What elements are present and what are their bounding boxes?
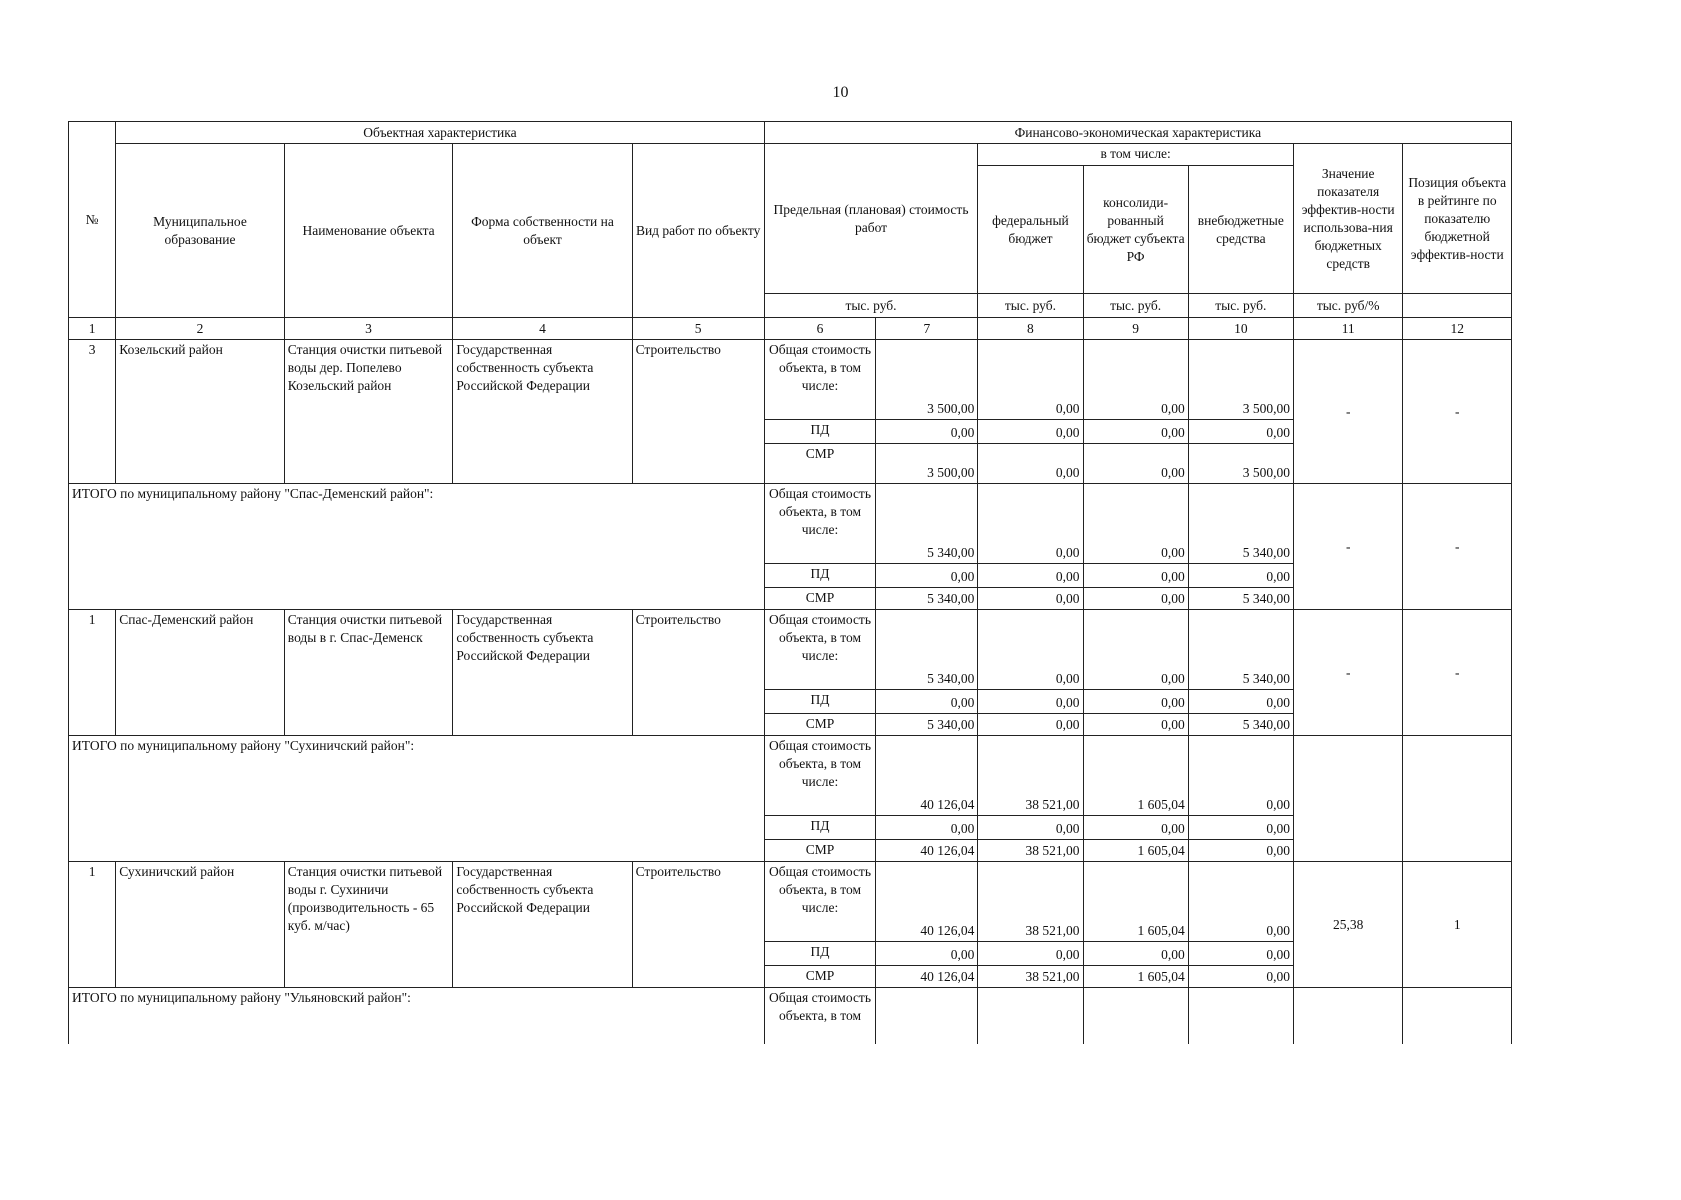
value-offbudget: 3 500,00 — [1188, 444, 1293, 484]
value-cost-total: 5 340,00 — [876, 714, 978, 736]
total-cost-label: Общая стоимость объекта, в том — [764, 988, 876, 1044]
municipality-cell: Спас-Деменский район — [116, 610, 285, 736]
object-name-cell: Станция очистки питьевой воды г. Сухиничи (производительность - 65 куб. м/час) — [284, 862, 453, 988]
unit-col-6: тыс. руб. — [764, 294, 978, 318]
ownership-cell: Государственная собственность субъекта Российской Федерации — [453, 862, 632, 988]
value-federal: 38 521,00 — [978, 966, 1083, 988]
efficiency-value — [1293, 736, 1403, 862]
unit-col-9: тыс. руб. — [1083, 294, 1188, 318]
smr-label: СМР — [764, 714, 876, 736]
value-consolidated: 0,00 — [1083, 714, 1188, 736]
value-offbudget: 0,00 — [1188, 966, 1293, 988]
work-type-cell: Строительство — [632, 340, 764, 484]
value-consolidated: 0,00 — [1083, 564, 1188, 588]
row-number: 3 — [69, 340, 116, 484]
total-cost-label: Общая стоимость объекта, в том числе: — [764, 862, 876, 942]
value-cost-total: 5 340,00 — [876, 588, 978, 610]
header-row-1 — [69, 122, 1512, 144]
value-offbudget: 0,00 — [1188, 564, 1293, 588]
total-cost-label: Общая стоимость объекта, в том числе: — [764, 736, 876, 816]
header-financial-characteristic: Финансово-экономическая характеристика — [764, 122, 1511, 144]
municipality-cell: Сухиничский район — [116, 862, 285, 988]
value-federal: 0,00 — [978, 690, 1083, 714]
header-object-name: Наименование объекта — [284, 144, 453, 318]
value-consolidated: 1 605,04 — [1083, 862, 1188, 942]
position-value: - — [1403, 484, 1512, 610]
header-work-type: Вид работ по объекту — [632, 144, 764, 318]
header-cost-limit: Предельная (плановая) стоимость работ — [764, 144, 978, 294]
empty-cell — [1293, 988, 1403, 1044]
header-including: в том числе: — [978, 144, 1294, 166]
value-consolidated: 0,00 — [1083, 444, 1188, 484]
value-consolidated: 0,00 — [1083, 690, 1188, 714]
budget-efficiency-table — [68, 121, 1512, 1044]
value-federal: 38 521,00 — [978, 862, 1083, 942]
value-offbudget: 0,00 — [1188, 942, 1293, 966]
total-row-partial — [69, 988, 1512, 1044]
total-label: ИТОГО по муниципальному району "Спас-Деменский район": — [69, 484, 765, 610]
position-value — [1403, 736, 1512, 862]
value-offbudget: 0,00 — [1188, 736, 1293, 816]
header-position: Позиция объекта в рейтинге по показателю бюджетной эффектив-ности — [1403, 144, 1512, 294]
value-consolidated: 1 605,04 — [1083, 840, 1188, 862]
col-number: 8 — [978, 318, 1083, 340]
value-consolidated: 0,00 — [1083, 610, 1188, 690]
value-federal: 0,00 — [978, 444, 1083, 484]
value-offbudget: 0,00 — [1188, 420, 1293, 444]
value-federal: 0,00 — [978, 588, 1083, 610]
col-number: 1 — [69, 318, 116, 340]
object-row — [69, 340, 1512, 420]
value-cost-total: 3 500,00 — [876, 444, 978, 484]
unit-col-11: тыс. руб/% — [1293, 294, 1403, 318]
empty-cell — [876, 988, 978, 1044]
object-name-cell: Станция очистки питьевой воды дер. Попелево Козельский район — [284, 340, 453, 484]
value-offbudget: 0,00 — [1188, 840, 1293, 862]
efficiency-value: - — [1293, 340, 1403, 484]
value-cost-total: 3 500,00 — [876, 340, 978, 420]
smr-label: СМР — [764, 840, 876, 862]
value-federal: 0,00 — [978, 942, 1083, 966]
smr-label: СМР — [764, 444, 876, 484]
pd-label: ПД — [764, 816, 876, 840]
value-consolidated: 0,00 — [1083, 588, 1188, 610]
total-cost-label: Общая стоимость объекта, в том числе: — [764, 340, 876, 420]
value-offbudget: 3 500,00 — [1188, 340, 1293, 420]
total-cost-label: Общая стоимость объекта, в том числе: — [764, 610, 876, 690]
value-cost-total: 0,00 — [876, 690, 978, 714]
empty-cell — [1188, 988, 1293, 1044]
value-federal: 0,00 — [978, 484, 1083, 564]
value-cost-total: 40 126,04 — [876, 736, 978, 816]
pd-label: ПД — [764, 564, 876, 588]
value-offbudget: 5 340,00 — [1188, 484, 1293, 564]
unit-col-10: тыс. руб. — [1188, 294, 1293, 318]
header-object-characteristic: Объектная характеристика — [116, 122, 764, 144]
row-number: 1 — [69, 862, 116, 988]
value-cost-total: 40 126,04 — [876, 840, 978, 862]
empty-cell — [1083, 988, 1188, 1044]
object-row — [69, 610, 1512, 690]
value-consolidated: 0,00 — [1083, 484, 1188, 564]
header-federal: федеральный бюджет — [978, 166, 1083, 294]
object-row — [69, 862, 1512, 942]
efficiency-value: 25,38 — [1293, 862, 1403, 988]
col-number: 11 — [1293, 318, 1403, 340]
ownership-cell: Государственная собственность субъекта Российской Федерации — [453, 610, 632, 736]
value-offbudget: 0,00 — [1188, 816, 1293, 840]
total-row — [69, 736, 1512, 816]
efficiency-value: - — [1293, 610, 1403, 736]
value-offbudget: 0,00 — [1188, 690, 1293, 714]
work-type-cell: Строительство — [632, 610, 764, 736]
ownership-cell: Государственная собственность субъекта Российской Федерации — [453, 340, 632, 484]
value-consolidated: 1 605,04 — [1083, 966, 1188, 988]
col-number: 5 — [632, 318, 764, 340]
col-number: 7 — [876, 318, 978, 340]
value-federal: 0,00 — [978, 420, 1083, 444]
value-cost-total: 0,00 — [876, 816, 978, 840]
value-cost-total: 0,00 — [876, 420, 978, 444]
value-federal: 0,00 — [978, 714, 1083, 736]
value-offbudget: 5 340,00 — [1188, 588, 1293, 610]
unit-col-12 — [1403, 294, 1512, 318]
pd-label: ПД — [764, 942, 876, 966]
value-offbudget: 5 340,00 — [1188, 610, 1293, 690]
value-cost-total: 0,00 — [876, 942, 978, 966]
col-number: 3 — [284, 318, 453, 340]
value-cost-total: 5 340,00 — [876, 610, 978, 690]
value-cost-total: 5 340,00 — [876, 484, 978, 564]
work-type-cell: Строительство — [632, 862, 764, 988]
empty-cell — [1403, 988, 1512, 1044]
row-number: 1 — [69, 610, 116, 736]
value-federal: 0,00 — [978, 340, 1083, 420]
position-value: - — [1403, 610, 1512, 736]
value-cost-total: 40 126,04 — [876, 862, 978, 942]
pd-label: ПД — [764, 420, 876, 444]
header-consolidated: консолиди-рованный бюджет субъекта РФ — [1083, 166, 1188, 294]
total-label: ИТОГО по муниципальному району "Ульяновский район": — [69, 988, 765, 1044]
value-offbudget: 5 340,00 — [1188, 714, 1293, 736]
object-name-cell: Станция очистки питьевой воды в г. Спас-Деменск — [284, 610, 453, 736]
col-number: 9 — [1083, 318, 1188, 340]
header-offbudget: внебюджетные средства — [1188, 166, 1293, 294]
value-federal: 0,00 — [978, 610, 1083, 690]
column-numbers-row — [69, 318, 1512, 340]
value-consolidated: 0,00 — [1083, 340, 1188, 420]
unit-col-8: тыс. руб. — [978, 294, 1083, 318]
col-number: 2 — [116, 318, 285, 340]
total-label: ИТОГО по муниципальному району "Сухиничский район": — [69, 736, 765, 862]
efficiency-value: - — [1293, 484, 1403, 610]
empty-cell — [978, 988, 1083, 1044]
header-ownership: Форма собственности на объект — [453, 144, 632, 318]
position-value: 1 — [1403, 862, 1512, 988]
total-row — [69, 484, 1512, 564]
header-municipality: Муниципальное образование — [116, 144, 285, 318]
value-cost-total: 40 126,04 — [876, 966, 978, 988]
col-number: 12 — [1403, 318, 1512, 340]
value-federal: 0,00 — [978, 816, 1083, 840]
smr-label: СМР — [764, 588, 876, 610]
value-federal: 0,00 — [978, 564, 1083, 588]
value-cost-total: 0,00 — [876, 564, 978, 588]
header-row-2 — [69, 144, 1512, 166]
position-value: - — [1403, 340, 1512, 484]
col-number: 6 — [764, 318, 876, 340]
value-consolidated: 1 605,04 — [1083, 736, 1188, 816]
municipality-cell: Козельский район — [116, 340, 285, 484]
value-federal: 38 521,00 — [978, 840, 1083, 862]
value-offbudget: 0,00 — [1188, 862, 1293, 942]
header-no: № — [69, 122, 116, 318]
pd-label: ПД — [764, 690, 876, 714]
page-number: 10 — [832, 84, 849, 101]
value-federal: 38 521,00 — [978, 736, 1083, 816]
col-number: 10 — [1188, 318, 1293, 340]
smr-label: СМР — [764, 966, 876, 988]
total-cost-label: Общая стоимость объекта, в том числе: — [764, 484, 876, 564]
value-consolidated: 0,00 — [1083, 420, 1188, 444]
header-efficiency: Значение показателя эффектив-ности использова-ния бюджетных средств — [1293, 144, 1403, 294]
value-consolidated: 0,00 — [1083, 942, 1188, 966]
value-consolidated: 0,00 — [1083, 816, 1188, 840]
col-number: 4 — [453, 318, 632, 340]
